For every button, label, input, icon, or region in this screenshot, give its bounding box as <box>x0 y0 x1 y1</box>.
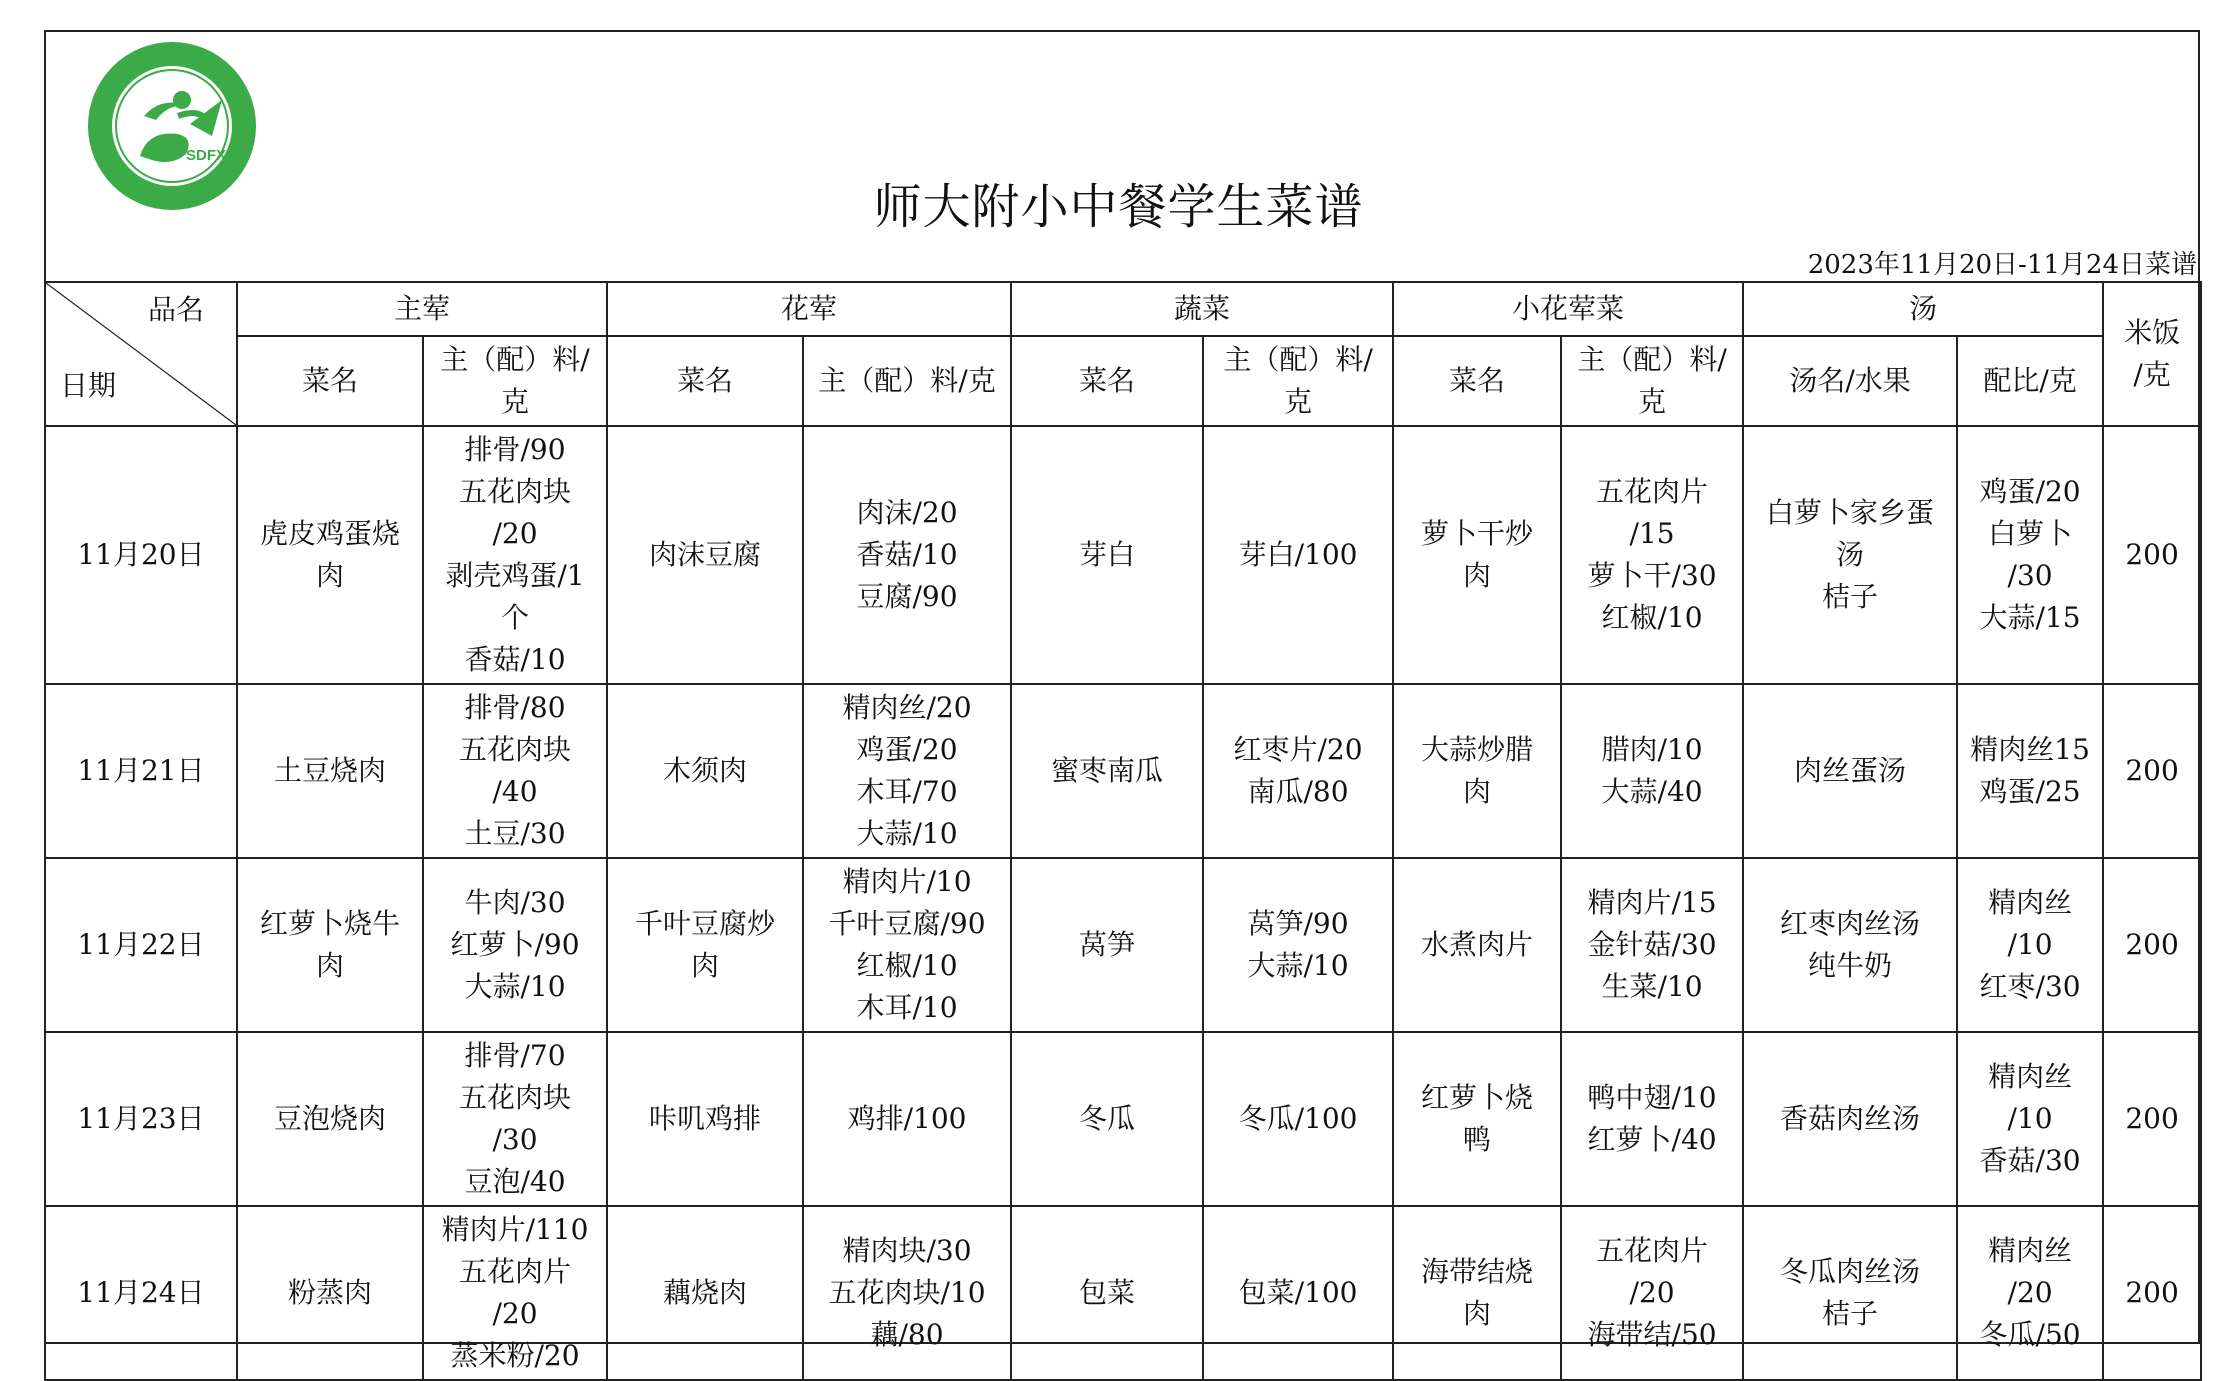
soup-ratio-line: 红枣/30 <box>1979 970 2081 1003</box>
flower-ingredients-line: 肉沫/20 <box>856 496 958 529</box>
sub-header-line: 主（配）料/ <box>440 343 590 376</box>
flower-ingredients-line: 精肉块/30 <box>842 1234 972 1267</box>
main-ingredients-line: /20 <box>492 1297 538 1330</box>
sub-header-line: 克 <box>1638 385 1667 418</box>
main-dish-name-line: 肉 <box>315 559 344 592</box>
small-meat-ingredients-cell <box>1561 858 1743 1032</box>
small-meat-ingredients-cell <box>1561 684 1743 858</box>
flower-dish-name-line: 肉沫豆腐 <box>649 538 762 571</box>
date-cell: 11月21日 <box>45 684 237 858</box>
header-row-groups <box>45 282 2201 336</box>
small-meat-ingredients-line: 生菜/10 <box>1601 970 1703 1003</box>
group-header-main: 主荤 <box>237 282 607 336</box>
vegetable-ingredients-cell <box>1203 1206 1393 1380</box>
main-ingredients-line: 五花肉块 <box>459 1081 572 1114</box>
soup-ratio-line: 鸡蛋/20 <box>1979 475 2081 508</box>
main-ingredients-line: /20 <box>492 517 538 550</box>
logo-abbr: SDFX <box>186 147 227 164</box>
group-header-small-meat: 小花荤菜 <box>1393 282 1743 336</box>
small-meat-dish-name-line: 海带结烧 <box>1421 1255 1534 1288</box>
soup-fruit-name-line: 桔子 <box>1822 1297 1879 1330</box>
small-meat-dish-name-line: 肉 <box>1463 775 1492 808</box>
small-meat-ingredients-cell <box>1561 1032 1743 1206</box>
small-meat-ingredients-line: 红椒/10 <box>1601 601 1703 634</box>
main-dish-name-line: 红萝卜烧牛 <box>259 907 400 940</box>
main-ingredients-cell <box>423 1032 607 1206</box>
vegetable-ingredients-cell <box>1203 1032 1393 1206</box>
sub-header-veg-ingredients <box>1203 336 1393 426</box>
sub-header-main-name: 菜名 <box>237 336 423 426</box>
main-ingredients-line: 土豆/30 <box>464 817 566 850</box>
flower-dish-name-line: 木须肉 <box>663 754 748 787</box>
small-meat-dish-name-line: 肉 <box>1463 559 1492 592</box>
small-meat-ingredients-cell <box>1561 426 1743 684</box>
menu-day-row <box>45 426 2201 684</box>
flower-ingredients-line: 精肉片/10 <box>842 865 972 898</box>
menu-table <box>44 281 2202 1381</box>
main-ingredients-cell <box>423 858 607 1032</box>
main-ingredients-line: /40 <box>492 775 538 808</box>
vegetable-ingredients-line: 包菜/100 <box>1238 1276 1358 1309</box>
rice-header-line: 米饭 <box>2124 316 2181 349</box>
vegetable-ingredients-line: 冬瓜/100 <box>1238 1102 1358 1135</box>
sub-header-flower-ingredients: 主（配）料/克 <box>803 336 1011 426</box>
corner-label-date: 日期 <box>60 369 117 402</box>
main-ingredients-line: 大蒜/10 <box>464 970 566 1003</box>
small-meat-dish-name-cell <box>1393 684 1561 858</box>
main-ingredients-line: 剥壳鸡蛋/1 <box>445 559 585 592</box>
vegetable-dish-name-line: 蜜枣南瓜 <box>1051 754 1164 787</box>
soup-fruit-name-line: 纯牛奶 <box>1808 949 1893 982</box>
soup-ratio-line: 大蒜/15 <box>1979 601 2081 634</box>
vegetable-dish-name-line: 冬瓜 <box>1079 1102 1136 1135</box>
main-dish-name-line: 土豆烧肉 <box>273 754 386 787</box>
soup-ratio-line: 精肉丝15 <box>1970 733 2090 766</box>
soup-fruit-name-line: 香菇肉丝汤 <box>1780 1102 1921 1135</box>
flower-ingredients-line: 红椒/10 <box>856 949 958 982</box>
flower-ingredients-cell <box>803 1032 1011 1206</box>
rice-header-line: /克 <box>2133 358 2171 391</box>
soup-fruit-name-line: 肉丝蛋汤 <box>1794 754 1907 787</box>
soup-fruit-name-cell <box>1743 684 1957 858</box>
soup-ratio-cell <box>1957 1032 2103 1206</box>
date-cell: 11月22日 <box>45 858 237 1032</box>
rice-grams-cell: 200 <box>2103 426 2201 684</box>
small-meat-dish-name-line: 萝卜干炒 <box>1421 517 1534 550</box>
flower-ingredients-cell <box>803 684 1011 858</box>
main-ingredients-line: 蒸米粉/20 <box>450 1339 580 1372</box>
vegetable-dish-name-cell <box>1011 684 1203 858</box>
flower-ingredients-line: 豆腐/90 <box>856 580 958 613</box>
small-meat-dish-name-line: 大蒜炒腊 <box>1421 733 1534 766</box>
date-cell: 11月20日 <box>45 426 237 684</box>
sub-header-line: 主（配）料/ <box>1223 343 1373 376</box>
flower-ingredients-line: 香菇/10 <box>856 538 958 571</box>
vegetable-dish-name-line: 包菜 <box>1079 1276 1136 1309</box>
flower-dish-name-cell <box>607 858 803 1032</box>
small-meat-ingredients-line: 精肉片/15 <box>1587 886 1717 919</box>
soup-ratio-line: 鸡蛋/25 <box>1979 775 2081 808</box>
vegetable-dish-name-cell <box>1011 426 1203 684</box>
corner-header-cell <box>45 282 237 426</box>
main-dish-name-cell <box>237 858 423 1032</box>
soup-fruit-name-cell <box>1743 1032 1957 1206</box>
small-meat-ingredients-line: /20 <box>1629 1276 1675 1309</box>
group-header-vegetable: 蔬菜 <box>1011 282 1393 336</box>
main-ingredients-line: 牛肉/30 <box>464 886 566 919</box>
small-meat-ingredients-cell <box>1561 1206 1743 1380</box>
sub-header-line: 克 <box>1284 385 1313 418</box>
main-dish-name-line: 粉蒸肉 <box>287 1276 372 1309</box>
small-meat-ingredients-line: 海带结/50 <box>1587 1318 1717 1351</box>
small-meat-ingredients-line: 红萝卜/40 <box>1587 1123 1717 1156</box>
soup-ratio-line: 精肉丝 <box>1988 1060 2073 1093</box>
flower-ingredients-line: 鸡排/100 <box>847 1102 967 1135</box>
main-ingredients-line: 个 <box>501 601 530 634</box>
flower-dish-name-cell <box>607 426 803 684</box>
main-ingredients-line: /30 <box>492 1123 538 1156</box>
menu-day-row <box>45 1032 2201 1206</box>
flower-dish-name-cell <box>607 684 803 858</box>
soup-fruit-name-cell <box>1743 426 1957 684</box>
flower-dish-name-cell <box>607 1206 803 1380</box>
main-dish-name-line: 虎皮鸡蛋烧 <box>259 517 400 550</box>
main-dish-name-line: 肉 <box>315 949 344 982</box>
soup-ratio-cell <box>1957 858 2103 1032</box>
small-meat-ingredients-line: /15 <box>1629 517 1675 550</box>
sub-header-line: 克 <box>501 385 530 418</box>
menu-day-row <box>45 858 2201 1032</box>
vegetable-dish-name-cell <box>1011 858 1203 1032</box>
flower-dish-name-cell <box>607 1032 803 1206</box>
small-meat-ingredients-line: 五花肉片 <box>1596 1234 1709 1267</box>
main-ingredients-cell <box>423 426 607 684</box>
soup-fruit-name-line: 桔子 <box>1822 580 1879 613</box>
main-ingredients-line: 排骨/80 <box>464 691 566 724</box>
main-ingredients-line: 豆泡/40 <box>464 1165 566 1198</box>
main-ingredients-line: 精肉片/110 <box>441 1213 589 1246</box>
main-ingredients-line: 排骨/90 <box>464 433 566 466</box>
small-meat-dish-name-cell <box>1393 1206 1561 1380</box>
soup-fruit-name-cell <box>1743 858 1957 1032</box>
vegetable-dish-name-line: 莴笋 <box>1079 928 1136 961</box>
soup-ratio-line: 精肉丝 <box>1988 1234 2073 1267</box>
soup-ratio-line: /30 <box>2007 559 2053 592</box>
vegetable-ingredients-line: 红枣片/20 <box>1233 733 1363 766</box>
vegetable-dish-name-cell <box>1011 1032 1203 1206</box>
soup-ratio-cell <box>1957 426 2103 684</box>
sub-header-main-ingredients <box>423 336 607 426</box>
main-ingredients-line: 排骨/70 <box>464 1039 566 1072</box>
flower-ingredients-line: 鸡蛋/20 <box>856 733 958 766</box>
group-header-soup: 汤 <box>1743 282 2103 336</box>
sub-header-soup-ratio: 配比/克 <box>1957 336 2103 426</box>
main-dish-name-cell <box>237 684 423 858</box>
header-row-sub <box>45 336 2201 426</box>
vegetable-ingredients-cell <box>1203 858 1393 1032</box>
small-meat-ingredients-line: 萝卜干/30 <box>1587 559 1717 592</box>
small-meat-dish-name-line: 红萝卜烧 <box>1421 1081 1534 1114</box>
soup-ratio-line: /10 <box>2007 1102 2053 1135</box>
flower-dish-name-line: 肉 <box>691 949 720 982</box>
sub-header-small-name: 菜名 <box>1393 336 1561 426</box>
small-meat-ingredients-line: 腊肉/10 <box>1601 733 1703 766</box>
soup-fruit-name-line: 冬瓜肉丝汤 <box>1780 1255 1921 1288</box>
flower-ingredients-line: 千叶豆腐/90 <box>828 907 986 940</box>
soup-ratio-line: /10 <box>2007 928 2053 961</box>
soup-ratio-cell <box>1957 1206 2103 1380</box>
main-ingredients-line: 五花肉块 <box>459 475 572 508</box>
date-cell: 11月24日 <box>45 1206 237 1380</box>
flower-ingredients-cell <box>803 1206 1011 1380</box>
flower-ingredients-line: 木耳/10 <box>856 991 958 1024</box>
small-meat-dish-name-line: 鸭 <box>1463 1123 1492 1156</box>
main-ingredients-line: 红萝卜/90 <box>450 928 580 961</box>
menu-day-row <box>45 1206 2201 1380</box>
main-dish-name-line: 豆泡烧肉 <box>273 1102 386 1135</box>
main-ingredients-line: 五花肉块 <box>459 733 572 766</box>
small-meat-dish-name-line: 肉 <box>1463 1297 1492 1330</box>
flower-dish-name-line: 藕烧肉 <box>663 1276 748 1309</box>
small-meat-ingredients-line: 金针菇/30 <box>1587 928 1717 961</box>
small-meat-dish-name-line: 水煮肉片 <box>1421 928 1534 961</box>
small-meat-dish-name-cell <box>1393 858 1561 1032</box>
vegetable-dish-name-cell <box>1011 1206 1203 1380</box>
rice-grams-cell: 200 <box>2103 1032 2201 1206</box>
date-cell: 11月23日 <box>45 1032 237 1206</box>
sub-header-small-ingredients <box>1561 336 1743 426</box>
menu-day-row <box>45 684 2201 858</box>
main-dish-name-cell <box>237 1206 423 1380</box>
soup-ratio-line: 精肉丝 <box>1988 886 2073 919</box>
vegetable-ingredients-line: 芽白/100 <box>1238 538 1358 571</box>
flower-ingredients-cell <box>803 426 1011 684</box>
soup-fruit-name-cell <box>1743 1206 1957 1380</box>
vegetable-ingredients-line: 大蒜/10 <box>1247 949 1349 982</box>
flower-ingredients-line: 藕/80 <box>870 1318 944 1351</box>
flower-ingredients-line: 大蒜/10 <box>856 817 958 850</box>
main-ingredients-line: 五花肉片 <box>459 1255 572 1288</box>
small-meat-dish-name-cell <box>1393 426 1561 684</box>
flower-ingredients-line: 精肉丝/20 <box>842 691 972 724</box>
main-dish-name-cell <box>237 1032 423 1206</box>
rice-grams-cell: 200 <box>2103 1206 2201 1380</box>
sub-header-veg-name: 菜名 <box>1011 336 1203 426</box>
small-meat-ingredients-line: 五花肉片 <box>1596 475 1709 508</box>
flower-dish-name-line: 千叶豆腐炒 <box>635 907 776 940</box>
flower-ingredients-line: 木耳/70 <box>856 775 958 808</box>
flower-dish-name-line: 咔叽鸡排 <box>649 1102 762 1135</box>
soup-ratio-line: /20 <box>2007 1276 2053 1309</box>
soup-ratio-line: 冬瓜/50 <box>1979 1318 2081 1351</box>
soup-ratio-line: 香菇/30 <box>1979 1144 2081 1177</box>
sub-header-flower-name: 菜名 <box>607 336 803 426</box>
small-meat-ingredients-line: 鸭中翅/10 <box>1587 1081 1717 1114</box>
vegetable-ingredients-line: 南瓜/80 <box>1247 775 1349 808</box>
soup-fruit-name-line: 白萝卜家乡蛋 <box>1766 496 1935 529</box>
menu-date-range: 2023年11月20日-11月24日菜谱 <box>1807 250 2197 280</box>
flower-ingredients-cell <box>803 858 1011 1032</box>
soup-fruit-name-line: 红枣肉丝汤 <box>1780 907 1921 940</box>
vegetable-ingredients-cell <box>1203 426 1393 684</box>
vegetable-dish-name-line: 芽白 <box>1079 538 1136 571</box>
sub-header-line: 主（配）料/ <box>1577 343 1727 376</box>
vegetable-ingredients-cell <box>1203 684 1393 858</box>
rice-grams-cell: 200 <box>2103 684 2201 858</box>
soup-ratio-cell <box>1957 684 2103 858</box>
main-ingredients-line: 香菇/10 <box>464 643 566 676</box>
main-ingredients-cell <box>423 684 607 858</box>
flower-ingredients-line: 五花肉块/10 <box>828 1276 986 1309</box>
group-header-flower: 花荤 <box>607 282 1011 336</box>
group-header-rice <box>2103 282 2201 426</box>
vegetable-ingredients-line: 莴笋/90 <box>1247 907 1349 940</box>
sub-header-soup-name: 汤名/水果 <box>1743 336 1957 426</box>
corner-label-item: 品名 <box>147 293 204 326</box>
page-title: 师大附小中餐学生菜谱 <box>873 179 1364 235</box>
main-dish-name-cell <box>237 426 423 684</box>
small-meat-ingredients-line: 大蒜/40 <box>1601 775 1703 808</box>
soup-ratio-line: 白萝卜 <box>1988 517 2073 550</box>
small-meat-dish-name-cell <box>1393 1032 1561 1206</box>
rice-grams-cell: 200 <box>2103 858 2201 1032</box>
soup-fruit-name-line: 汤 <box>1836 538 1865 571</box>
main-ingredients-cell <box>423 1206 607 1380</box>
